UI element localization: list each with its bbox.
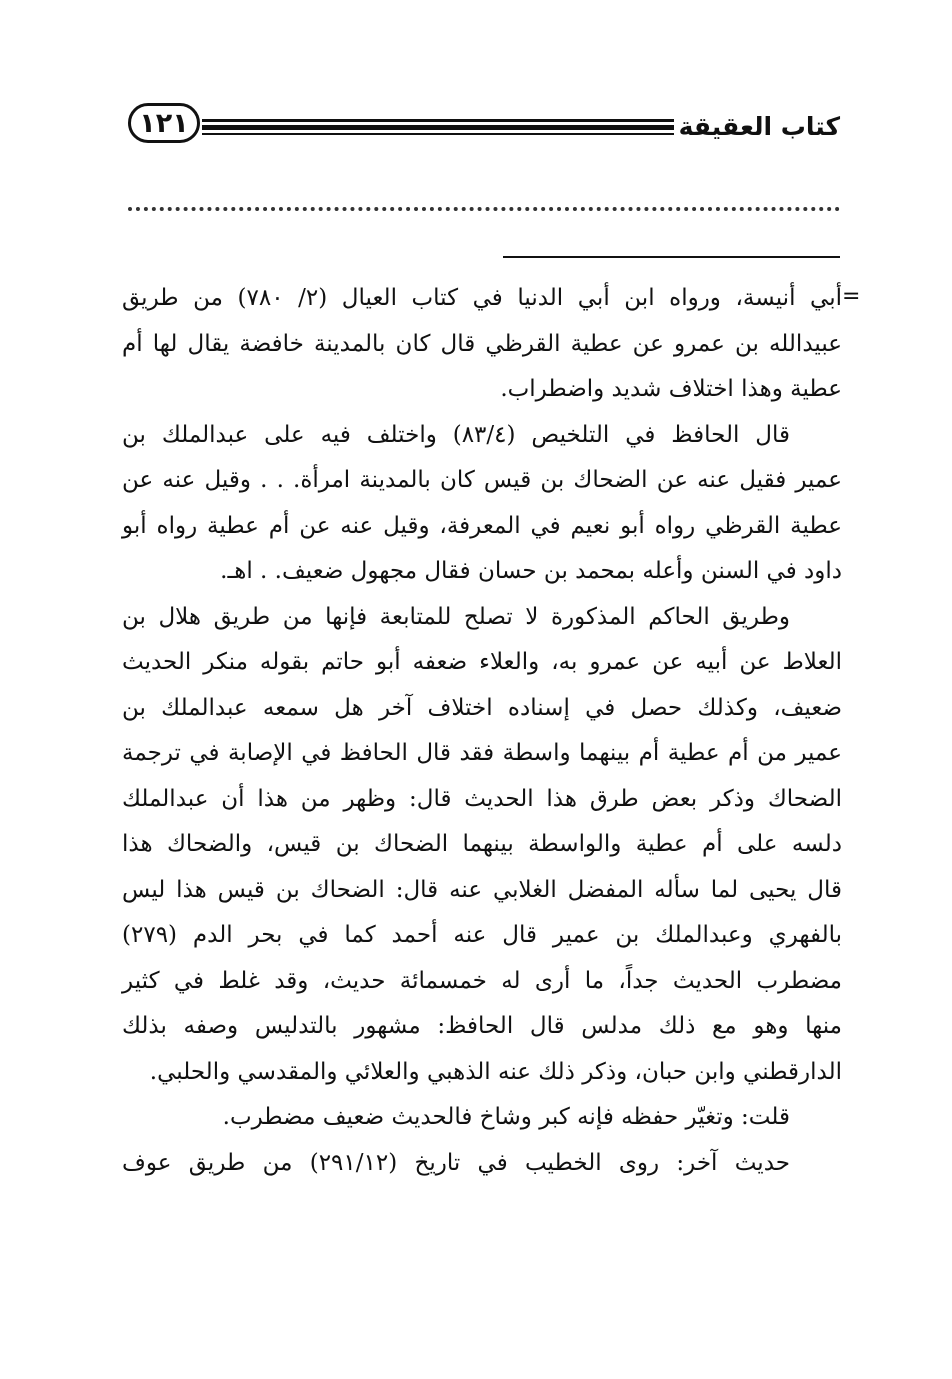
header-rule-bottom [202, 133, 674, 135]
continuation-mark: = [842, 284, 861, 309]
text-line: مضطرب الحديث جداً، ما أرى له خمسمائة حديث، وقد غلط في كثير [122, 967, 842, 994]
text-line: وطريق الحاكم المذكورة لا تصلح للمتابعة فإنها من طريق هلال بن [122, 603, 790, 630]
text-line: عطية القرظي رواه أبو نعيم في المعرفة، وقيل عنه عن أم عطية رواه أبو [122, 512, 842, 539]
text-line: قال الحافظ في التلخيص (٨٣/٤) واختلف فيه على عبدالملك بن [122, 421, 790, 448]
paragraph-hadith-akhar [122, 1141, 842, 1187]
running-header-title: كتاب العقيقة [678, 112, 840, 141]
text-line: الضحاك وذكر بعض طرق هذا الحديث قال: وظهر من هذا أن عبدالملك [122, 785, 842, 812]
text-line: أبي أنيسة، ورواه ابن أبي الدنيا في كتاب العيال (٢/ ٧٨٠) من طريق [122, 285, 843, 311]
text-line: داود في السنن وأعله بمحمد بن حسان فقال مجهول ضعيف. . اهـ. [220, 558, 842, 584]
paragraph-talkhis [122, 413, 842, 595]
dotted-separator [128, 207, 840, 211]
text-line: قلت: وتغيّر حفظه فإنه كبر وشاخ فالحديث ضعيف مضطرب. [222, 1104, 790, 1130]
paragraph-hakim [122, 595, 842, 1096]
text-line: دلسه على أم عطية والواسطة بينهما الضحاك بن قيس، والضحاك هذا [122, 831, 842, 857]
header-rule-top [202, 119, 674, 122]
text-line: عمير فقيل عنه عن الضحاك بن قيس كان بالمدينة امرأة. . . وقيل عنه عن [122, 467, 842, 493]
text-line: منها وهو مع ذلك مدلس قال الحافظ: مشهور بالتدليس وصفه بذلك [122, 1013, 842, 1039]
text-line: بالفهري وعبدالملك بن عمير قال عنه أحمد كما في بحر الدم (٢٧٩) [122, 922, 842, 948]
text-line: قال يحيى لما سأله المفضل الغلابي عنه قال: الضحاك بن قيس هذا ليس [122, 876, 842, 903]
text-line: ضعيف، وكذلك حصل في إسناده اختلاف آخر هل سمعه عبدالملك بن [122, 694, 842, 721]
footnote-rule [503, 256, 840, 258]
main-text [122, 276, 842, 1186]
text-line: عطية وهذا اختلاف شديد واضطراب. [500, 376, 842, 402]
text-line: عبيدالله بن عمرو عن عطية القرظي قال كان بالمدينة خافضة يقال لها أم [122, 330, 842, 357]
text-line: الدارقطني وابن حبان، وذكر ذلك عنه الذهبي والعلائي والمقدسي والحلبي. [149, 1058, 842, 1085]
header-rule-middle [202, 125, 674, 130]
page-number: ١٢١ [128, 103, 200, 143]
text-line: حديث آخر: روى الخطيب في تاريخ (٢٩١/١٢) من طريق عوف [122, 1149, 790, 1176]
footnote-paragraph [122, 276, 842, 413]
paragraph-qultu [122, 1095, 842, 1141]
text-line: عمير من أم عطية أم بينهما واسطة فقد قال الحافظ في الإصابة في ترجمة [122, 740, 842, 766]
text-line: العلاط عن أبيه عن عمرو به، والعلاء ضعفه أبو حاتم بقوله منكر الحديث [122, 649, 842, 675]
